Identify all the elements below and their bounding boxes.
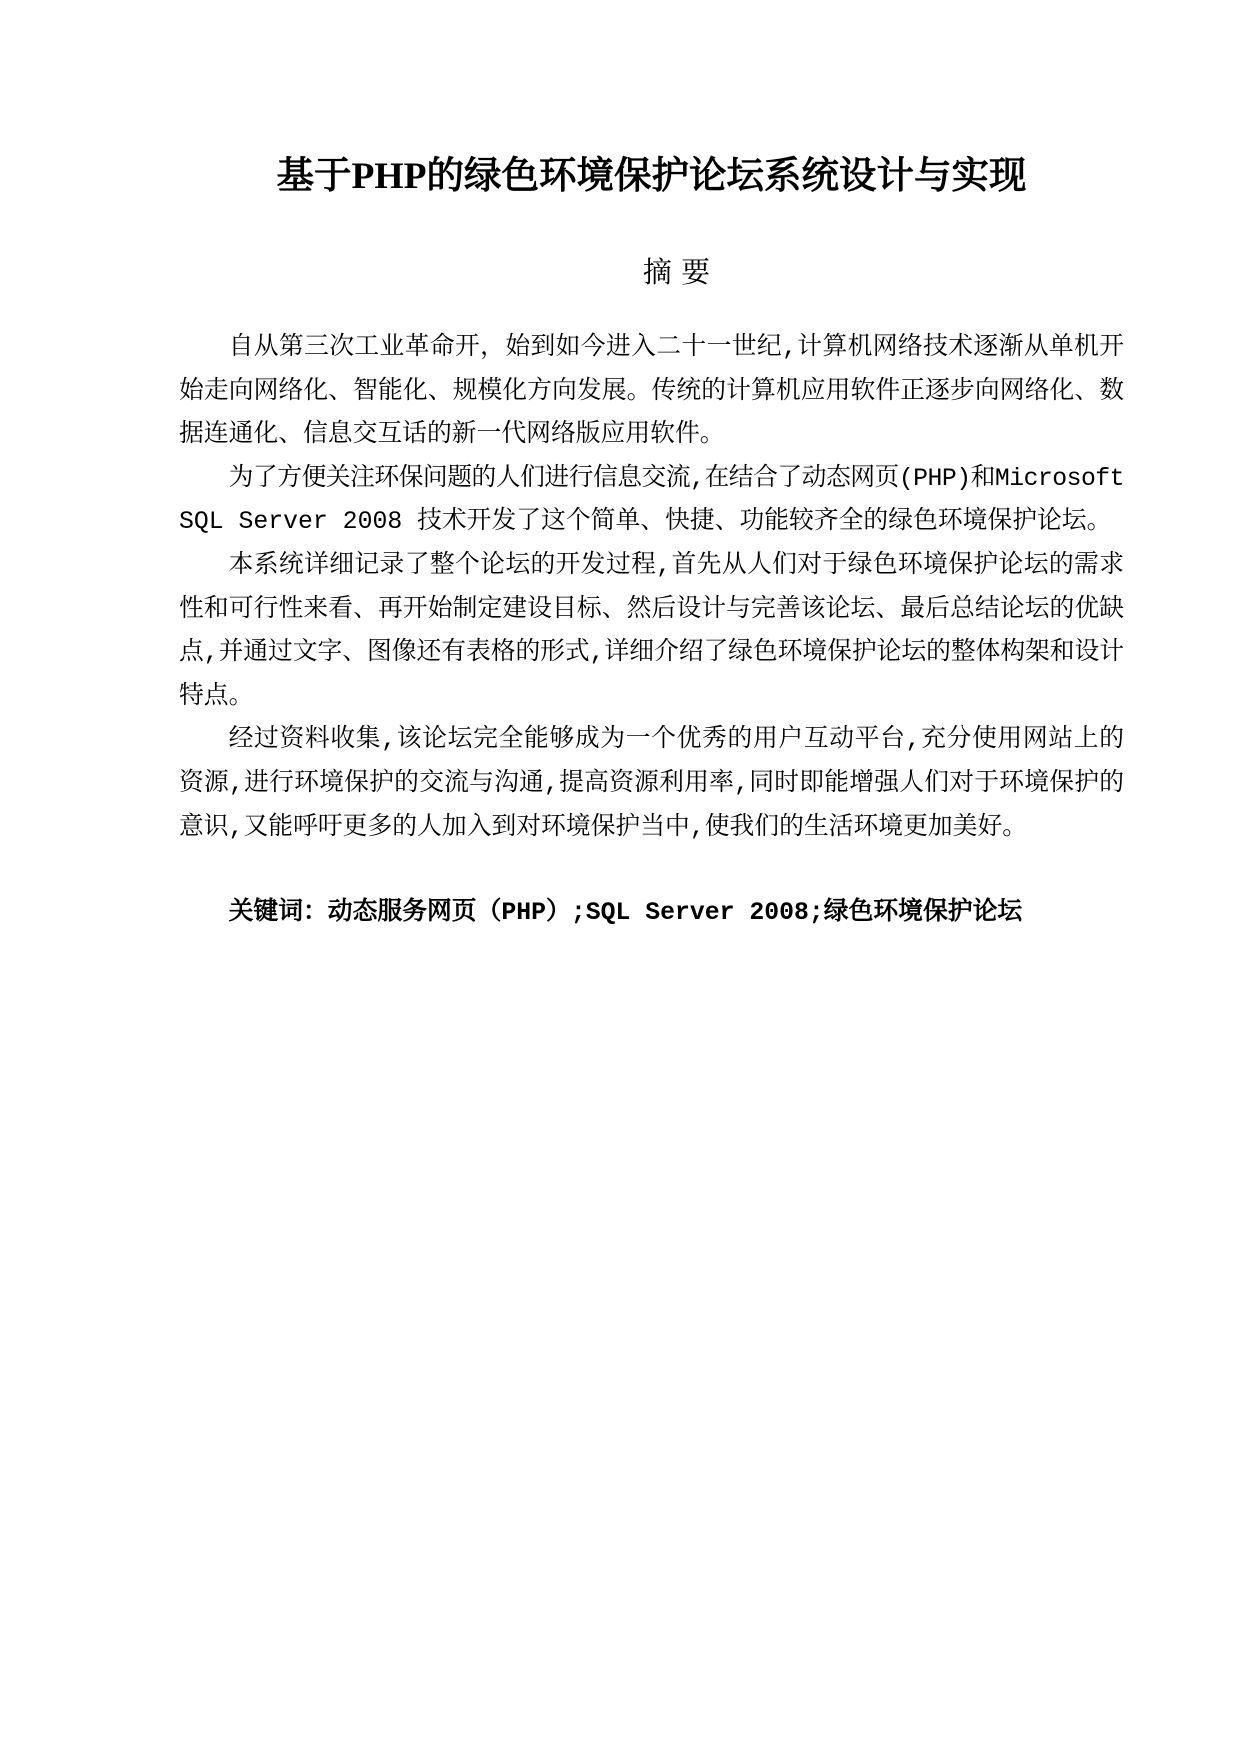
text-line: 点,并通过文字、图像还有表格的形式,详细介绍了绿色环境保护论坛的整体构架和设计 bbox=[179, 639, 1124, 668]
text-line: 自从第三次工业革命开，始到如今进入二十一世纪,计算机网络技术逐渐从单机开 bbox=[228, 334, 1124, 362]
text-line: 经过资料收集,该论坛完全能够成为一个优秀的用户互动平台,充分使用网站上的 bbox=[228, 726, 1124, 755]
abstract-heading: 摘 要 bbox=[642, 255, 711, 289]
text-line: 性和可行性来看、再开始制定建设目标、然后设计与完善该论坛、最后总结论坛的优缺 bbox=[179, 595, 1124, 624]
abstract-paragraph-2 bbox=[179, 458, 1124, 545]
keywords-label: 关键词： bbox=[228, 899, 328, 927]
abstract-paragraph-4 bbox=[179, 719, 1124, 850]
abstract-body bbox=[179, 327, 1124, 850]
document-title: 基于PHP的绿色环境保护论坛系统设计与实现 bbox=[276, 156, 1027, 197]
text-line: 特点。 bbox=[179, 682, 254, 711]
text-line: 始走向网络化、智能化、规模化方向发展。传统的计算机应用软件正逐步向网络化、数 bbox=[179, 377, 1124, 406]
text-line: 据连通化、信息交互话的新一代网络版应用软件。 bbox=[179, 421, 725, 450]
text-line: 意识,又能呼吁更多的人加入到对环境保护当中,使我们的生活环境更加美好。 bbox=[179, 813, 1028, 842]
keywords-line bbox=[179, 892, 1124, 936]
text-line: 资源,进行环境保护的交流与沟通,提高资源利用率,同时即能增强人们对于环境保护的 bbox=[179, 769, 1124, 798]
abstract-paragraph-3 bbox=[179, 545, 1124, 719]
text-line: 本系统详细记录了整个论坛的开发过程,首先从人们对于绿色环境保护论坛的需求 bbox=[228, 551, 1124, 580]
text-line: SQL Server 2008 技术开发了这个简单、快捷、功能较齐全的绿色环境保护论坛。 bbox=[179, 508, 1112, 537]
abstract-paragraph-1 bbox=[179, 327, 1124, 458]
keywords-text: 动态服务网页（PHP）;SQL Server 2008;绿色环境保护论坛 bbox=[327, 899, 1023, 927]
text-line: 为了方便关注环保问题的人们进行信息交流,在结合了动态网页(PHP)和Microsoft bbox=[228, 464, 1124, 493]
